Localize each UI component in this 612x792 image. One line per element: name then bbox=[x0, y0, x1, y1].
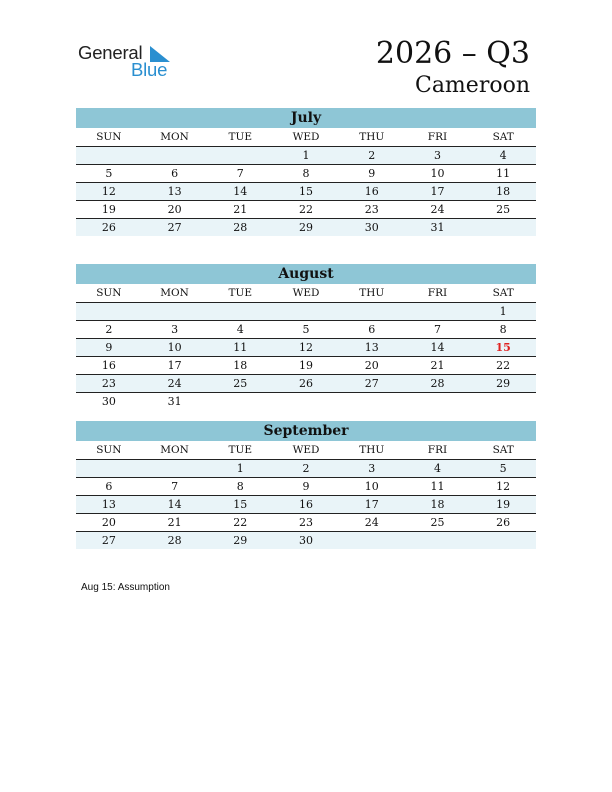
page-title: 2026 – Q3 bbox=[375, 36, 530, 71]
day-cell: 13 bbox=[101, 498, 116, 511]
day-cell: 19 bbox=[101, 203, 116, 216]
day-cell: 31 bbox=[430, 221, 445, 234]
day-cell: 29 bbox=[496, 377, 511, 390]
day-cell bbox=[76, 460, 142, 477]
day-cell: 18 bbox=[496, 185, 511, 198]
day-cell: 18 bbox=[233, 359, 248, 372]
day-cell: 12 bbox=[299, 341, 314, 354]
day-cell: 6 bbox=[368, 323, 376, 336]
day-cell: 4 bbox=[433, 462, 441, 475]
day-cell: 14 bbox=[430, 341, 445, 354]
weekday-label: SAT bbox=[492, 131, 514, 143]
day-cell: 27 bbox=[101, 534, 116, 547]
weekday-label: FRI bbox=[427, 287, 448, 299]
month-calendar-july bbox=[76, 108, 536, 236]
country-subtitle: Cameroon bbox=[414, 73, 530, 98]
day-cell: 2 bbox=[302, 462, 310, 475]
day-cell: 23 bbox=[364, 203, 379, 216]
day-cell bbox=[405, 393, 471, 410]
week-row bbox=[76, 303, 536, 321]
week-row bbox=[76, 147, 536, 165]
day-cell bbox=[273, 303, 339, 320]
day-cell: 12 bbox=[101, 185, 116, 198]
day-cell: 27 bbox=[167, 221, 182, 234]
day-cell: 15 bbox=[299, 185, 314, 198]
weekday-label: THU bbox=[359, 444, 385, 456]
day-cell: 24 bbox=[167, 377, 182, 390]
week-row bbox=[76, 165, 536, 183]
weekday-label: SUN bbox=[96, 131, 122, 143]
day-cell: 11 bbox=[233, 341, 248, 354]
day-cell: 28 bbox=[233, 221, 248, 234]
day-cell: 26 bbox=[101, 221, 116, 234]
month-header: September bbox=[76, 421, 536, 441]
day-cell: 1 bbox=[236, 462, 244, 475]
day-cell: 7 bbox=[433, 323, 441, 336]
weekday-label: SUN bbox=[96, 444, 122, 456]
day-cell: 10 bbox=[430, 167, 445, 180]
week-row bbox=[76, 183, 536, 201]
day-cell: 14 bbox=[167, 498, 182, 511]
day-cell bbox=[207, 147, 273, 164]
day-cell bbox=[207, 303, 273, 320]
day-cell: 6 bbox=[171, 167, 179, 180]
day-cell: 3 bbox=[433, 149, 441, 162]
day-cell: 12 bbox=[496, 480, 511, 493]
day-cell: 8 bbox=[499, 323, 507, 336]
week-row bbox=[76, 321, 536, 339]
day-cell: 3 bbox=[171, 323, 179, 336]
day-cell: 9 bbox=[368, 167, 376, 180]
day-cell: 30 bbox=[101, 395, 116, 408]
day-cell: 20 bbox=[364, 359, 379, 372]
weekday-label: SAT bbox=[492, 287, 514, 299]
day-cell bbox=[76, 147, 142, 164]
day-cell: 23 bbox=[299, 516, 314, 529]
week-row bbox=[76, 393, 536, 410]
day-cell: 28 bbox=[430, 377, 445, 390]
day-cell: 6 bbox=[105, 480, 113, 493]
day-cell: 5 bbox=[302, 323, 310, 336]
week-row bbox=[76, 201, 536, 219]
day-cell: 16 bbox=[364, 185, 379, 198]
day-cell: 24 bbox=[430, 203, 445, 216]
month-calendar-september bbox=[76, 421, 536, 549]
day-cell: 13 bbox=[167, 185, 182, 198]
day-cell: 18 bbox=[430, 498, 445, 511]
day-cell: 7 bbox=[171, 480, 179, 493]
weekday-label: TUE bbox=[228, 287, 253, 299]
day-cell: 30 bbox=[364, 221, 379, 234]
month-header: July bbox=[76, 108, 536, 128]
day-cell bbox=[273, 393, 339, 410]
weekday-label: TUE bbox=[228, 444, 253, 456]
day-cell bbox=[339, 532, 405, 549]
week-row bbox=[76, 478, 536, 496]
day-cell: 1 bbox=[499, 305, 507, 318]
week-row bbox=[76, 460, 536, 478]
holiday-day-cell: 15 bbox=[495, 341, 511, 354]
day-cell bbox=[142, 460, 208, 477]
logo-blue-text: Blue bbox=[131, 59, 168, 80]
week-row bbox=[76, 375, 536, 393]
weekday-label: WED bbox=[292, 444, 320, 456]
day-cell: 21 bbox=[233, 203, 248, 216]
day-cell: 22 bbox=[299, 203, 314, 216]
week-row bbox=[76, 496, 536, 514]
weekday-label: MON bbox=[160, 287, 189, 299]
weekday-label: WED bbox=[292, 131, 320, 143]
weekday-label: TUE bbox=[228, 131, 253, 143]
week-row bbox=[76, 339, 536, 357]
day-cell: 23 bbox=[101, 377, 116, 390]
day-cell bbox=[207, 393, 273, 410]
day-cell: 19 bbox=[496, 498, 511, 511]
day-cell: 31 bbox=[167, 395, 182, 408]
weekday-label: FRI bbox=[427, 444, 448, 456]
day-cell: 26 bbox=[496, 516, 511, 529]
day-cell: 21 bbox=[167, 516, 182, 529]
day-cell: 19 bbox=[299, 359, 314, 372]
day-cell: 17 bbox=[364, 498, 379, 511]
day-cell: 4 bbox=[236, 323, 244, 336]
day-cell: 29 bbox=[299, 221, 314, 234]
holiday-notes bbox=[81, 582, 170, 593]
logo-general-text: General bbox=[78, 42, 143, 63]
day-cell: 25 bbox=[496, 203, 511, 216]
weekday-header-row bbox=[76, 441, 536, 460]
day-cell: 29 bbox=[233, 534, 248, 547]
day-cell: 2 bbox=[105, 323, 113, 336]
day-cell: 10 bbox=[167, 341, 182, 354]
weekday-label: THU bbox=[359, 131, 385, 143]
day-cell: 2 bbox=[368, 149, 376, 162]
day-cell bbox=[470, 532, 536, 549]
day-cell bbox=[76, 303, 142, 320]
weekday-header-row bbox=[76, 128, 536, 147]
day-cell bbox=[142, 147, 208, 164]
weekday-label: MON bbox=[160, 131, 189, 143]
weekday-header-row bbox=[76, 284, 536, 303]
day-cell: 8 bbox=[302, 167, 310, 180]
day-cell: 16 bbox=[101, 359, 116, 372]
day-cell: 15 bbox=[233, 498, 248, 511]
week-row bbox=[76, 357, 536, 375]
weekday-label: SAT bbox=[492, 444, 514, 456]
holiday-note: Aug 15: Assumption bbox=[81, 582, 170, 593]
day-cell bbox=[142, 303, 208, 320]
day-cell: 8 bbox=[236, 480, 244, 493]
day-cell: 25 bbox=[430, 516, 445, 529]
day-cell: 16 bbox=[299, 498, 314, 511]
day-cell: 22 bbox=[496, 359, 511, 372]
weekday-label: FRI bbox=[427, 131, 448, 143]
day-cell: 17 bbox=[167, 359, 182, 372]
day-cell: 9 bbox=[105, 341, 113, 354]
day-cell: 5 bbox=[499, 462, 507, 475]
day-cell bbox=[339, 393, 405, 410]
day-cell: 7 bbox=[236, 167, 244, 180]
day-cell: 21 bbox=[430, 359, 445, 372]
day-cell: 3 bbox=[368, 462, 376, 475]
day-cell: 20 bbox=[101, 516, 116, 529]
day-cell: 17 bbox=[430, 185, 445, 198]
weekday-label: WED bbox=[292, 287, 320, 299]
day-cell: 9 bbox=[302, 480, 310, 493]
day-cell: 20 bbox=[167, 203, 182, 216]
day-cell: 5 bbox=[105, 167, 113, 180]
day-cell: 22 bbox=[233, 516, 248, 529]
day-cell bbox=[405, 532, 471, 549]
day-cell: 14 bbox=[233, 185, 248, 198]
day-cell: 11 bbox=[430, 480, 445, 493]
week-row bbox=[76, 514, 536, 532]
day-cell: 11 bbox=[496, 167, 511, 180]
week-row bbox=[76, 532, 536, 549]
day-cell: 4 bbox=[499, 149, 507, 162]
weekday-label: THU bbox=[359, 287, 385, 299]
week-row bbox=[76, 219, 536, 236]
day-cell: 30 bbox=[299, 534, 314, 547]
day-cell bbox=[470, 219, 536, 236]
day-cell: 26 bbox=[299, 377, 314, 390]
day-cell: 13 bbox=[364, 341, 379, 354]
day-cell: 28 bbox=[167, 534, 182, 547]
day-cell bbox=[339, 303, 405, 320]
weekday-label: MON bbox=[160, 444, 189, 456]
weekday-label: SUN bbox=[96, 287, 122, 299]
day-cell: 27 bbox=[364, 377, 379, 390]
day-cell bbox=[470, 393, 536, 410]
day-cell bbox=[405, 303, 471, 320]
day-cell: 24 bbox=[364, 516, 379, 529]
month-calendar-august bbox=[76, 264, 536, 410]
month-header: August bbox=[76, 264, 536, 284]
day-cell: 10 bbox=[364, 480, 379, 493]
day-cell: 25 bbox=[233, 377, 248, 390]
generalblue-logo bbox=[78, 42, 178, 78]
day-cell: 1 bbox=[302, 149, 310, 162]
